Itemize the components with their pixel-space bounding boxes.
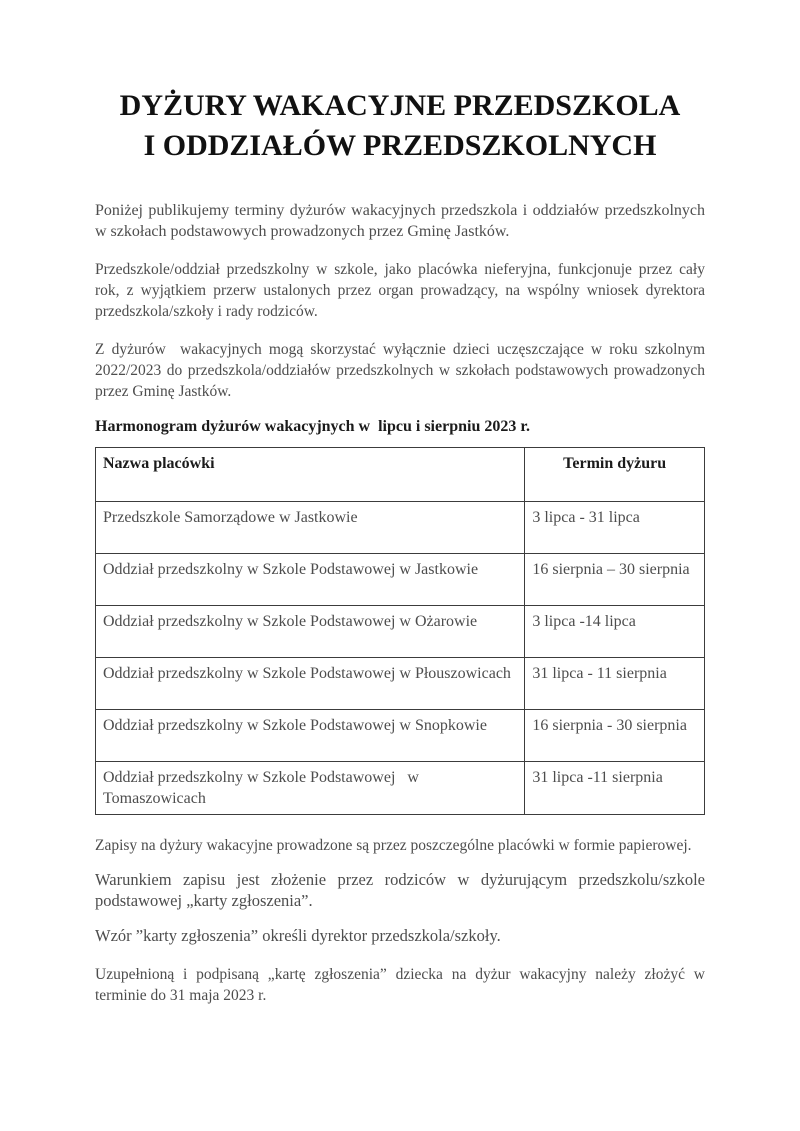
schedule-table xyxy=(95,447,705,815)
duty-term-cell: 16 sierpnia – 30 sierpnia xyxy=(525,554,705,606)
outro-paragraph-1: Zapisy na dyżury wakacyjne prowadzone są przez poszczególne placówki w formie papierowej. xyxy=(95,837,692,854)
facility-name-cell: Oddział przedszkolny w Szkole Podstawowej w Jastkowie xyxy=(96,554,525,606)
table-row xyxy=(96,606,705,658)
facility-name-cell: Oddział przedszkolny w Szkole Podstawowej w Płouszowicach xyxy=(96,658,525,710)
duty-term-cell: 3 lipca -14 lipca xyxy=(525,606,705,658)
duty-term-cell: 31 lipca -11 sierpnia xyxy=(525,762,705,815)
facility-name-cell: Przedszkole Samorządowe w Jastkowie xyxy=(96,502,525,554)
page-title-line-2: I ODDZIAŁÓW PRZEDSZKOLNYCH xyxy=(143,129,657,162)
table-header-row xyxy=(96,448,705,502)
facility-name-cell: Oddział przedszkolny w Szkole Podstawowej w Ożarowie xyxy=(96,606,525,658)
duty-term-cell: 3 lipca - 31 lipca xyxy=(525,502,705,554)
outro-paragraph-3: Wzór ”karty zgłoszenia” określi dyrektor przedszkola/szkoły. xyxy=(95,926,501,945)
outro-paragraph-2: Warunkiem zapisu jest złożenie przez rodziców w dyżurującym przedszkolu/szkole podstawowej „karty zgłoszenia”. xyxy=(95,870,705,910)
intro-paragraph-3: Z dyżurów wakacyjnych mogą skorzystać wyłącznie dzieci uczęszczające w roku szkolnym 2022/2023 do przedszkola/oddziałów przedszkolnych w szkołach podstawowych prowadzonych przez Gminę Jastków. xyxy=(95,341,705,400)
duty-term-cell: 31 lipca - 11 sierpnia xyxy=(525,658,705,710)
table-row xyxy=(96,554,705,606)
schedule-table-body xyxy=(96,502,705,815)
table-row xyxy=(96,502,705,554)
outro-paragraph-4: Uzupełnioną i podpisaną „kartę zgłoszenia” dziecka na dyżur wakacyjny należy złożyć w terminie do 31 maja 2023 r. xyxy=(95,966,705,1004)
duty-term-header: Termin dyżuru xyxy=(525,448,705,502)
duty-term-cell: 16 sierpnia - 30 sierpnia xyxy=(525,710,705,762)
table-row xyxy=(96,658,705,710)
schedule-table-head xyxy=(96,448,705,502)
page-title-line-1: DYŻURY WAKACYJNE PRZEDSZKOLA xyxy=(119,89,681,122)
facility-name-cell: Oddział przedszkolny w Szkole Podstawowej w Tomaszowicach xyxy=(96,762,525,815)
schedule-heading: Harmonogram dyżurów wakacyjnych w lipcu i sierpniu 2023 r. xyxy=(95,418,530,435)
facility-name-cell: Oddział przedszkolny w Szkole Podstawowej w Snopkowie xyxy=(96,710,525,762)
facility-name-header: Nazwa placówki xyxy=(96,448,525,502)
intro-paragraph-1: Poniżej publikujemy terminy dyżurów wakacyjnych przedszkola i oddziałów przedszkolnych w szkołach podstawowych prowadzonych przez Gminę Jastków. xyxy=(95,202,705,240)
table-row xyxy=(96,762,705,815)
table-row xyxy=(96,710,705,762)
page-title xyxy=(95,86,705,166)
intro-paragraph-2: Przedszkole/oddział przedszkolny w szkole, jako placówka nieferyjna, funkcjonuje przez cały rok, z wyjątkiem przerw ustalonych przez organ prowadzący, na wspólny wniosek dyrektora przedszkola/szkoły i rady rodziców. xyxy=(95,261,705,320)
